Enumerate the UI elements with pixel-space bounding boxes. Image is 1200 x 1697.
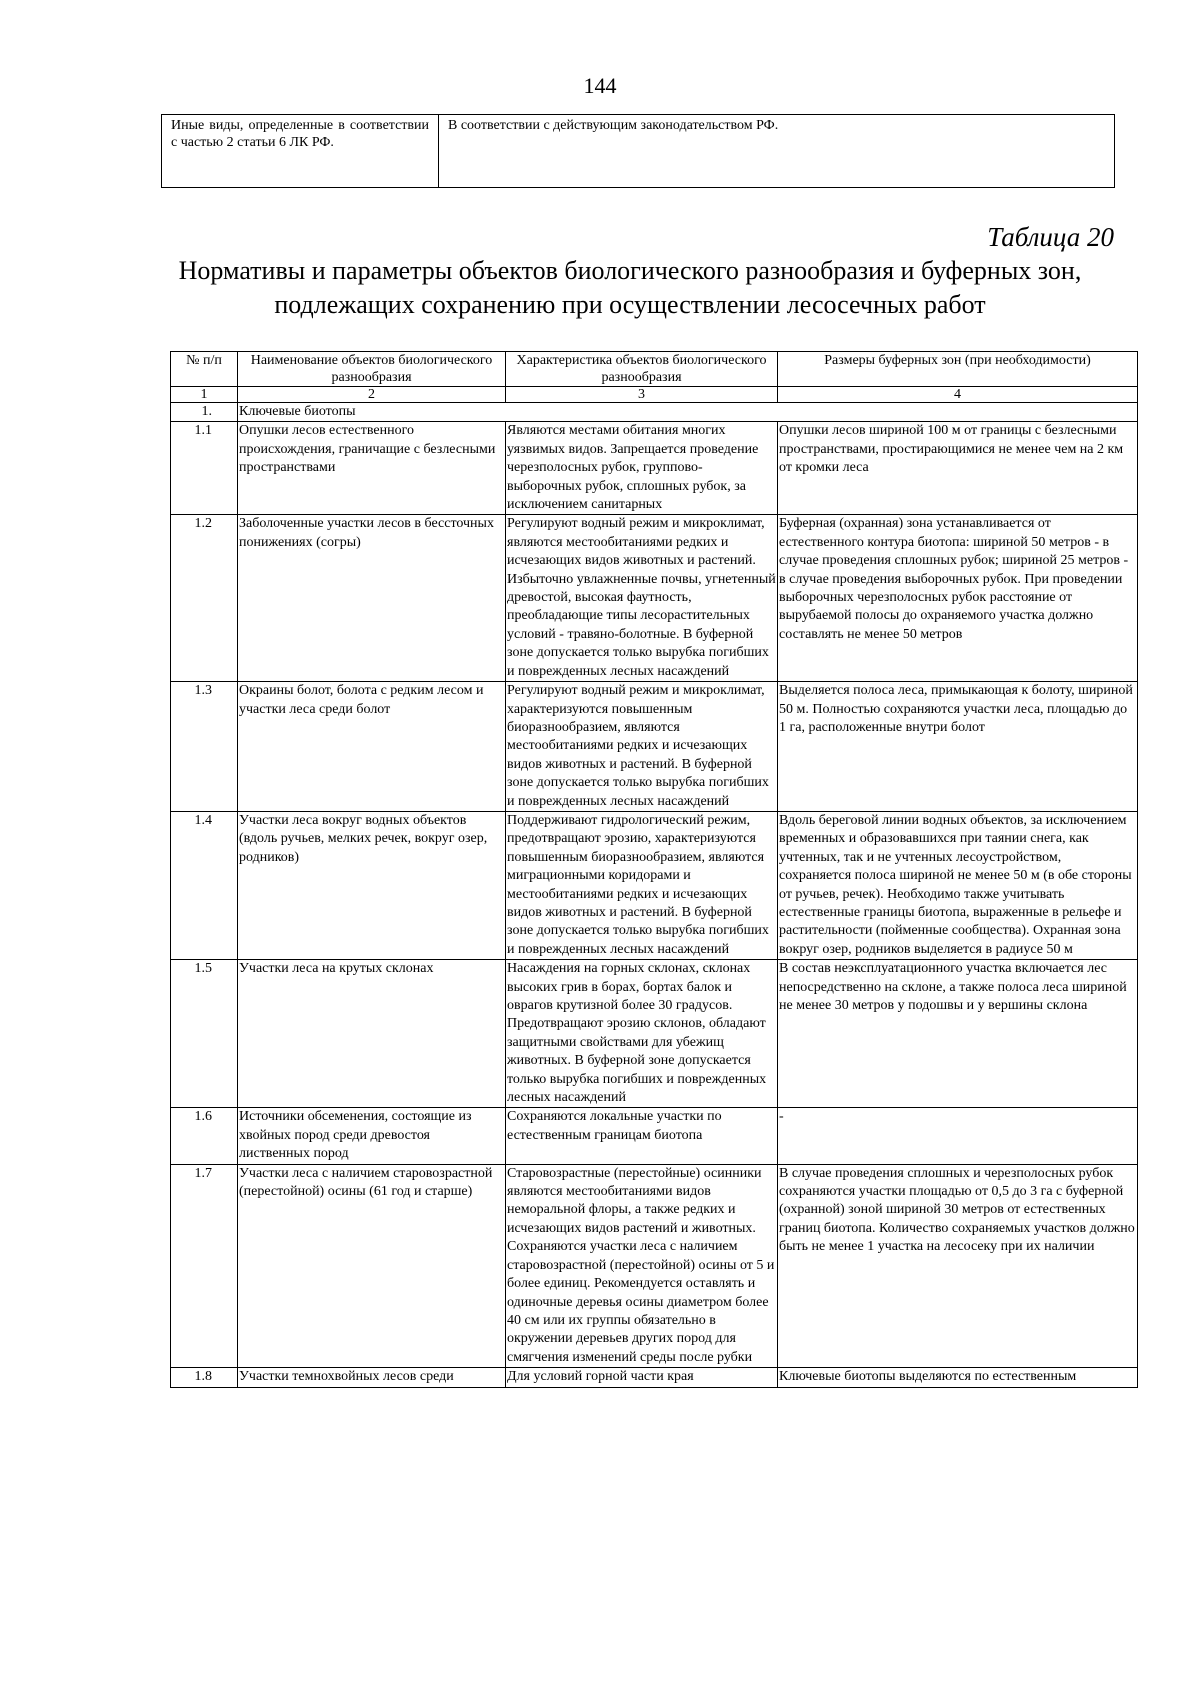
section-title: Ключевые биотопы xyxy=(238,403,1138,422)
row-buffer: В состав неэксплуатационного участка включается лес непосредственно на склоне, а также полоса леса шириной не менее 30 метров у подошвы и у вершины склона xyxy=(778,960,1138,1108)
row-buffer: Опушки лесов шириной 100 м от границы с безлесными пространствами, простирающимися не менее чем на 2 км от кромки леса xyxy=(778,422,1138,515)
row-characteristic: Старовозрастные (перестойные) осинники являются местообитаниями видов неморальной флоры, а также редких и исчезающих видов растений и животных. Сохраняются участки леса с наличием старовозрастной (перестойной) осины от 5 и более единиц. Рекомендуется оставлять и одиночные деревья осины диаметром более 40 см или их группы обязательно в окружении деревьев других пород для смягчения изменений среды после рубки xyxy=(506,1164,778,1367)
row-name: Участки темнохвойных лесов среди xyxy=(238,1368,506,1387)
table-row xyxy=(171,515,1138,682)
row-name: Окраины болот, болота с редким лесом и участки леса среди болот xyxy=(238,682,506,812)
row-characteristic: Поддерживают гидрологический режим, предотвращают эрозию, характеризуются повышенным биоразнообразием, являются миграционными коридорами и местообитаниями редких и исчезающих видов животных и растений. В буферной зоне допускается только вырубка погибших и поврежденных лесных насаждений xyxy=(506,811,778,959)
section-number: 1. xyxy=(171,403,238,422)
row-name: Источники обсеменения, состоящие из хвойных пород среди древостоя лиственных пород xyxy=(238,1108,506,1164)
table-row xyxy=(171,682,1138,812)
header-name: Наименование объектов биологического разнообразия xyxy=(238,352,506,387)
row-name: Участки леса вокруг водных объектов (вдоль ручьев, мелких речек, вокруг озер, родников) xyxy=(238,811,506,959)
row-number: 1.8 xyxy=(171,1368,238,1387)
row-number: 1.7 xyxy=(171,1164,238,1367)
row-buffer: Ключевые биотопы выделяются по естественным xyxy=(778,1368,1138,1387)
table-title: Нормативы и параметры объектов биологического разнообразия и буферных зон, подлежащих сохранению при осуществлении лесосечных работ xyxy=(178,256,1082,319)
row-name: Участки леса на крутых склонах xyxy=(238,960,506,1108)
header-characteristic: Характеристика объектов биологического разнообразия xyxy=(506,352,778,387)
table-cell: Иные виды, определенные в соответствии с частью 2 статьи 6 ЛК РФ. xyxy=(162,115,439,188)
biodiversity-table xyxy=(170,351,1138,1388)
page-number: 144 xyxy=(583,73,617,98)
row-characteristic: Насаждения на горных склонах, склонах высоких грив в борах, бортах балок и оврагов крутизной более 30 градусов. Предотвращают эрозию склонов, обладают защитными свойствами для убежищ животных. В буферной зоне допускается только вырубка погибших и поврежденных лесных насаждений xyxy=(506,960,778,1108)
row-number: 1.6 xyxy=(171,1108,238,1164)
row-buffer: В случае проведения сплошных и черезполосных рубок сохраняются участки площадью от 0,5 до 3 га с буферной (охранной) зоной шириной 30 метров от естественных границ биотопа. Количество сохраняемых участков должно быть не менее 1 участка на лесосеку при их наличии xyxy=(778,1164,1138,1367)
header-row xyxy=(171,352,1138,387)
table-row xyxy=(162,115,1115,188)
column-number: 3 xyxy=(506,387,778,403)
table-cell: В соответствии с действующим законодательством РФ. xyxy=(439,115,1115,188)
row-characteristic: Являются местами обитания многих уязвимых видов. Запрещается проведение черезполосных рубок, группово-выборочных рубок, сплошных рубок, за исключением санитарных xyxy=(506,422,778,515)
table-row xyxy=(171,1164,1138,1367)
row-number: 1.4 xyxy=(171,811,238,959)
row-number: 1.3 xyxy=(171,682,238,812)
header-buffer: Размеры буферных зон (при необходимости) xyxy=(778,352,1138,387)
row-name: Опушки лесов естественного происхождения, граничащие с безлесными пространствами xyxy=(238,422,506,515)
row-number: 1.2 xyxy=(171,515,238,682)
row-characteristic: Регулируют водный режим и микроклимат, являются местообитаниями редких и исчезающих видов животных и растений. Избыточно увлажненные почвы, угнетенный древостой, высокая фаутность, преобладающие типы лесорастительных условий - травяно-болотные. В буферной зоне допускается только вырубка погибших и поврежденных лесных насаждений xyxy=(506,515,778,682)
column-numbers-row xyxy=(171,387,1138,403)
row-number: 1.1 xyxy=(171,422,238,515)
row-characteristic: Для условий горной части края xyxy=(506,1368,778,1387)
table-row xyxy=(171,1368,1138,1387)
header-num: № п/п xyxy=(171,352,238,387)
continuation-table xyxy=(161,114,1115,188)
table-row xyxy=(171,960,1138,1108)
table-row xyxy=(171,1108,1138,1164)
row-number: 1.5 xyxy=(171,960,238,1108)
table-row xyxy=(171,811,1138,959)
row-characteristic: Сохраняются локальные участки по естественным границам биотопа xyxy=(506,1108,778,1164)
column-number: 1 xyxy=(171,387,238,403)
table-row xyxy=(171,422,1138,515)
row-buffer: Вдоль береговой линии водных объектов, за исключением временных и образовавшихся при таянии снега, как учтенных, так и не учтенных лесоустройством, сохраняется полоса шириной не менее 50 м (в обе стороны от ручьев, речек). Необходимо также учитывать естественные границы биотопа, выраженные в рельефе и растительности (пойменные сообщества). Охранная зона вокруг озер, родников выделяется в радиусе 50 м xyxy=(778,811,1138,959)
column-number: 2 xyxy=(238,387,506,403)
row-buffer: - xyxy=(778,1108,1138,1164)
row-name: Заболоченные участки лесов в бессточных понижениях (согры) xyxy=(238,515,506,682)
row-characteristic: Регулируют водный режим и микроклимат, характеризуются повышенным биоразнообразием, являются местообитаниями редких и исчезающих видов животных и растений. В буферной зоне допускается только вырубка погибших и поврежденных лесных насаждений xyxy=(506,682,778,812)
section-row xyxy=(171,403,1138,422)
row-buffer: Выделяется полоса леса, примыкающая к болоту, шириной 50 м. Полностью сохраняются участки леса, площадью до 1 га, расположенные внутри болот xyxy=(778,682,1138,812)
table-label: Таблица 20 xyxy=(987,222,1114,252)
row-name: Участки леса с наличием старовозрастной (перестойной) осины (61 год и старше) xyxy=(238,1164,506,1367)
row-buffer: Буферная (охранная) зона устанавливается от естественного контура биотопа: шириной 50 метров - в случае проведения сплошных рубок; шириной 25 метров - в случае проведения выборочных рубок. При проведении выборочных черезполосных рубок расстояние от вырубаемой полосы до охраняемого участка должно составлять не менее 50 метров xyxy=(778,515,1138,682)
column-number: 4 xyxy=(778,387,1138,403)
